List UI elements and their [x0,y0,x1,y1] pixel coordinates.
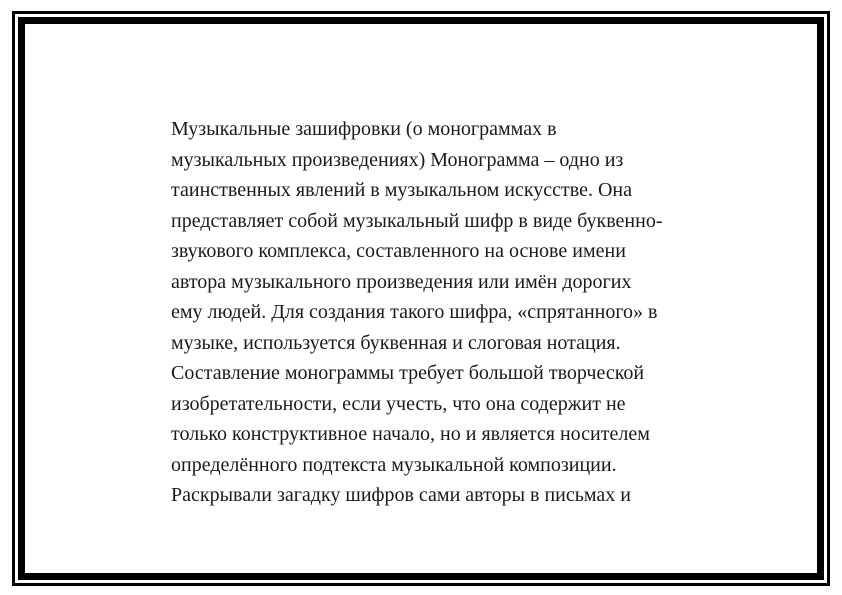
text-line: звукового комплекса, составленного на основе имени [171,240,626,262]
text-line: Раскрывали загадку шифров сами авторы в письмах и [171,484,631,506]
text-line: ему людей. Для создания такого шифра, «спрятанного» в [171,301,658,323]
text-line: Составление монограммы требует большой творческой [171,362,645,384]
text-line: автора музыкального произведения или имён дорогих [171,270,632,293]
text-line: музыкальных произведениях) Монограмма – одно из [171,148,624,171]
text-line: таинственных явлений в музыкальном искусстве. Она [171,179,632,201]
text-line: представляет собой музыкальный шифр в виде буквенно- [171,209,663,232]
text-line: Музыкальные зашифровки (о монограммах в [171,118,557,140]
body-text [171,114,731,511]
text-line: определённого подтекста музыкальной композиции. [171,453,617,476]
text-line: музыке, используется буквенная и слоговая нотация. [171,331,621,354]
text-line: только конструктивное начало, но и является носителем [171,423,650,445]
text-line: изобретательности, если учесть, что она содержит не [171,392,626,415]
